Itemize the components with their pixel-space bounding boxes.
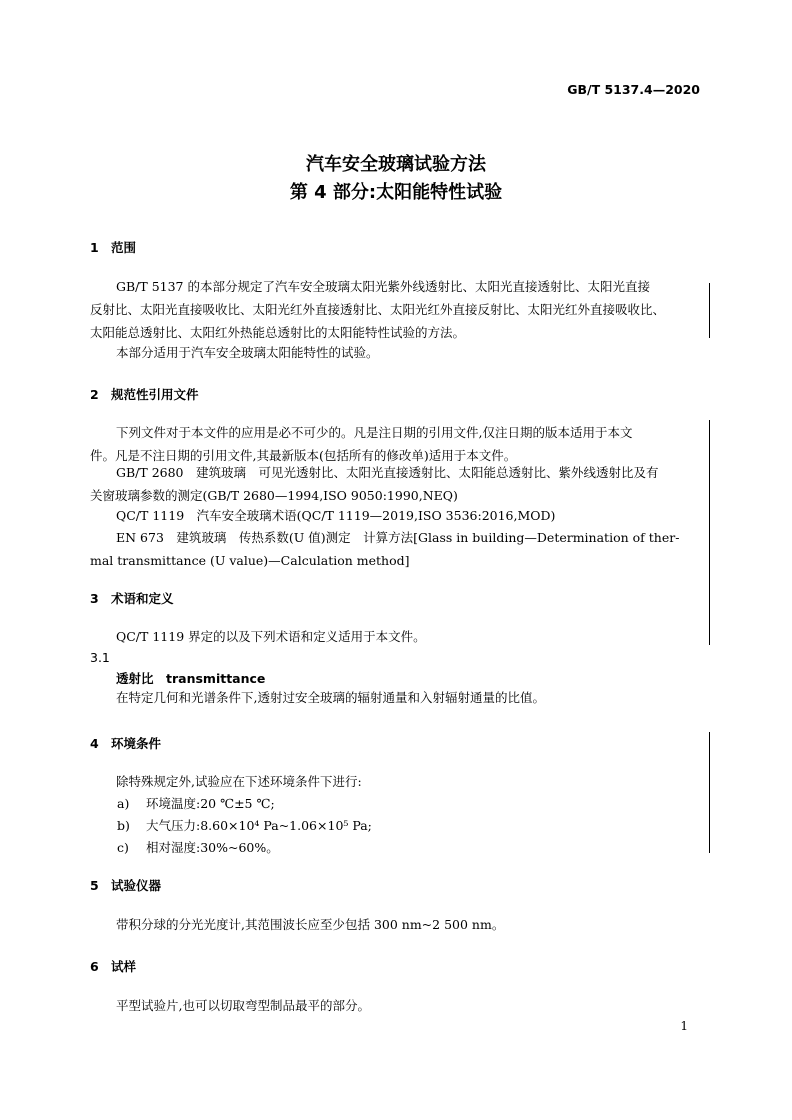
section-5-paragraph: 带积分球的分光光度计,其范围波长应至少包括 300 nm~2 500 nm。	[116, 917, 505, 932]
section-1-scope-paragraph: 本部分适用于汽车安全玻璃太阳能特性的试验。	[116, 345, 379, 360]
list-item: b) 大气压力:8.60×10⁴ Pa~1.06×10⁵ Pa;	[117, 818, 372, 833]
reference-en673: EN 673 建筑玻璃 传热系数(U 值)测定 计算方法[Glass in building—Determination of ther- mal transmittance (U value)—Calculation method]	[90, 530, 680, 568]
page-number: 1	[680, 1019, 688, 1033]
section-6-paragraph: 平型试验片,也可以切取弯型制品最平的部分。	[116, 998, 370, 1013]
section-heading-6: 6 试样	[90, 959, 137, 974]
subclause-number: 3.1	[90, 650, 110, 665]
reference-qct1119: QC/T 1119 汽车安全玻璃术语(QC/T 1119—2019,ISO 3536:2016,MOD)	[116, 508, 556, 523]
change-bar	[709, 283, 710, 338]
change-bar	[709, 732, 710, 853]
term-transmittance: 透射比 transmittance	[116, 671, 266, 686]
standard-number: GB/T 5137.4—2020	[567, 82, 700, 97]
section-3-paragraph: QC/T 1119 界定的以及下列术语和定义适用于本文件。	[116, 629, 426, 644]
list-item: a) 环境温度:20 ℃±5 ℃;	[117, 796, 275, 811]
reference-gbt2680: GB/T 2680 建筑玻璃 可见光透射比、太阳光直接透射比、太阳能总透射比、紫外线透射比及有 关窗玻璃参数的测定(GB/T 2680—1994,ISO 9050:1990,NEQ)	[90, 465, 659, 503]
doc-title-line2: 第 4 部分:太阳能特性试验	[289, 182, 503, 203]
section-heading-2: 2 规范性引用文件	[90, 387, 199, 402]
section-heading-5: 5 试验仪器	[90, 878, 162, 893]
section-heading-3: 3 术语和定义	[90, 591, 174, 606]
term-definition: 在特定几何和光谱条件下,透射过安全玻璃的辐射通量和入射辐射通量的比值。	[116, 690, 545, 705]
section-1-paragraph: GB/T 5137 的本部分规定了汽车安全玻璃太阳光紫外线透射比、太阳光直接透射比、太阳光直接 反射比、太阳光直接吸收比、太阳光红外直接透射比、太阳光红外直接反射比、太阳光红外直接吸收比、 太阳能总透射比、太阳红外热能总透射比的太阳能特性试验的方法。	[90, 279, 666, 340]
doc-title-line1: 汽车安全玻璃试验方法	[306, 154, 486, 175]
section-heading-4: 4 环境条件	[90, 736, 162, 751]
change-bar	[709, 420, 710, 645]
section-4-paragraph: 除特殊规定外,试验应在下述环境条件下进行:	[116, 774, 362, 789]
list-item: c) 相对湿度:30%~60%。	[117, 840, 279, 855]
section-2-paragraph: 下列文件对于本文件的应用是必不可少的。凡是注日期的引用文件,仅注日期的版本适用于本文 件。凡是不注日期的引用文件,其最新版本(包括所有的修改单)适用于本文件。	[90, 425, 633, 463]
section-heading-1: 1 范围	[90, 240, 137, 255]
